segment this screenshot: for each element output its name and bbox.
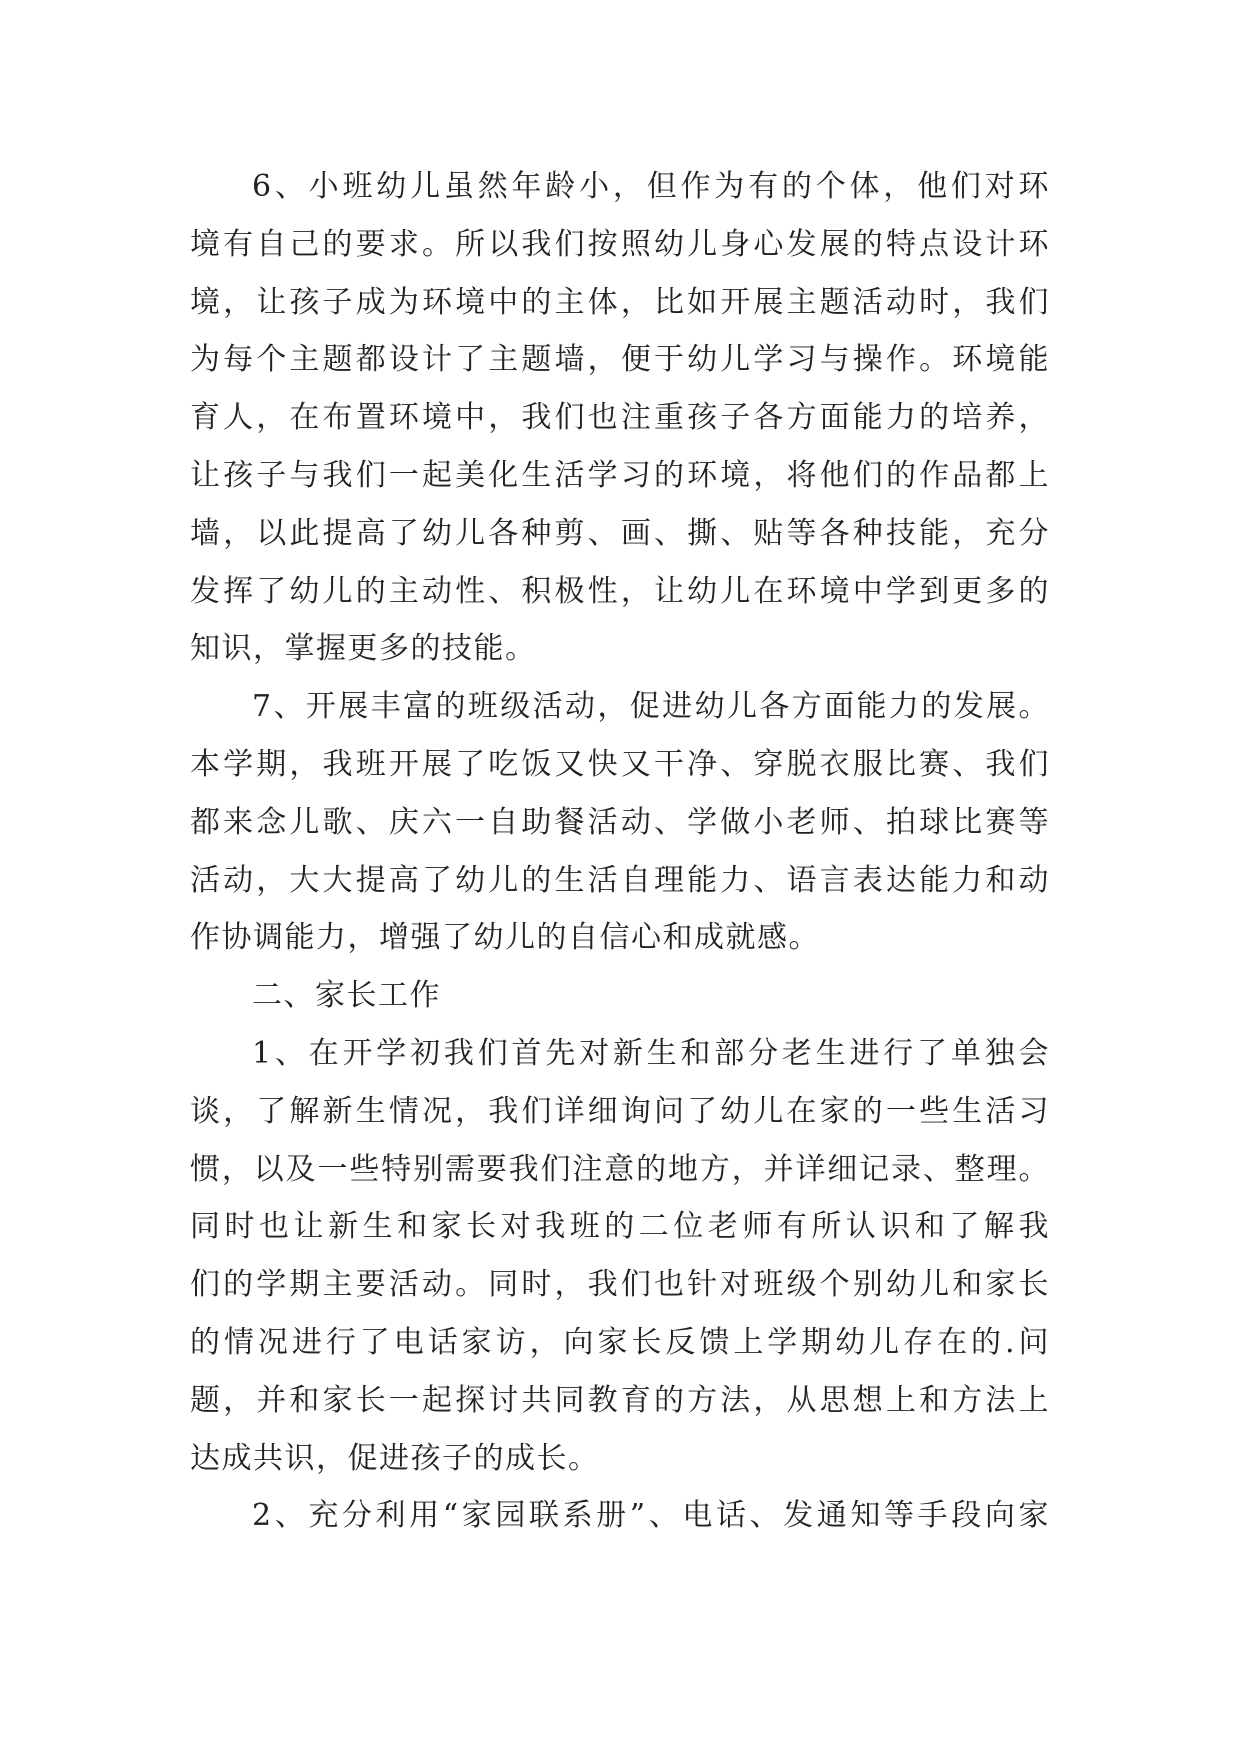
text-line: 7、开展丰富的班级活动，促进幼儿各方面能力的发展。: [252, 689, 1050, 725]
text-line: 都来念儿歌、庆六一自助餐活动、学做小老师、拍球比赛等: [190, 804, 1050, 840]
text-line: 同时也让新生和家长对我班的二位老师有所认识和了解我: [190, 1209, 1050, 1245]
text-line: 6、小班幼儿虽然年龄小，但作为有的个体，他们对环: [252, 169, 1050, 204]
text-line: 墙，以此提高了幼儿各种剪、画、撕、贴等各种技能，充分: [190, 515, 1050, 551]
text-line: 境有自己的要求。所以我们按照幼儿身心发展的特点设计环: [190, 226, 1050, 262]
text-line: 达成共识，促进孩子的成长。: [190, 1440, 600, 1476]
text-line: 惯，以及一些特别需要我们注意的地方，并详细记录、整理。: [190, 1151, 1050, 1187]
text-line: 本学期，我班开展了吃饭又快又干净、穿脱衣服比赛、我们: [190, 746, 1050, 782]
text-line: 题，并和家长一起探讨共同教育的方法，从思想上和方法上: [190, 1382, 1050, 1418]
text-line: 知识，掌握更多的技能。: [190, 631, 537, 667]
text-line: 的情况进行了电话家访，向家长反馈上学期幼儿存在的.问: [190, 1324, 1050, 1360]
text-line: 育人，在布置环境中，我们也注重孩子各方面能力的培养，: [190, 400, 1050, 436]
text-line: 发挥了幼儿的主动性、积极性，让幼儿在环境中学到更多的: [190, 573, 1050, 609]
text-line: 让孩子与我们一起美化生活学习的环境，将他们的作品都上: [190, 457, 1050, 493]
text-line: 们的学期主要活动。同时，我们也针对班级个别幼儿和家长: [190, 1267, 1050, 1303]
text-line: 谈，了解新生情况，我们详细询问了幼儿在家的一些生活习: [190, 1093, 1050, 1129]
text-line: 2、充分利用“家园联系册”、电话、发通知等手段向家: [252, 1498, 1050, 1534]
section-heading: 二、家长工作: [252, 978, 441, 1014]
text-line: 为每个主题都设计了主题墙，便于幼儿学习与操作。环境能: [190, 342, 1050, 378]
text-line: 活动，大大提高了幼儿的生活自理能力、语言表达能力和动: [190, 862, 1050, 898]
text-line: 作协调能力，增强了幼儿的自信心和成就感。: [190, 920, 820, 956]
text-line: 1、在开学初我们首先对新生和部分老生进行了单独会: [252, 1035, 1050, 1071]
text-line: 境，让孩子成为环境中的主体，比如开展主题活动时，我们: [190, 284, 1050, 320]
document-body: [190, 158, 1050, 1545]
